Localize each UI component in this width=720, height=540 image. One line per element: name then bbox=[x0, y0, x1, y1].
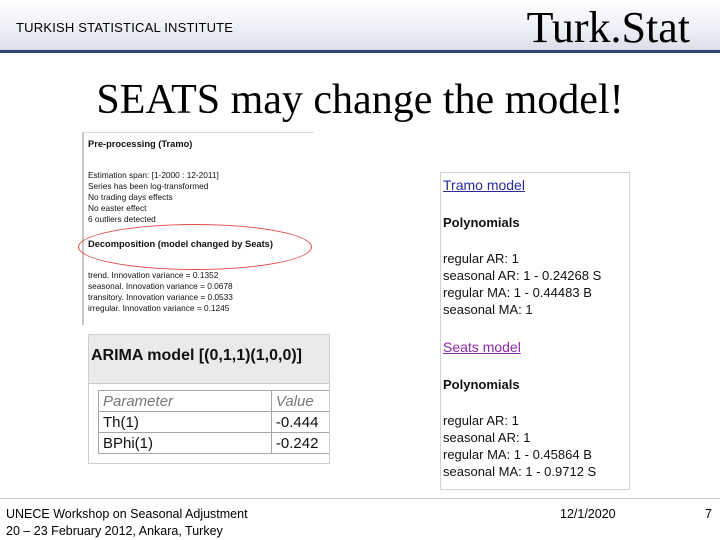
page-number: 7 bbox=[705, 507, 712, 521]
estimation-span-line: Estimation span: [1-2000 : 12-2011] bbox=[88, 170, 219, 180]
table-row bbox=[99, 433, 331, 454]
tramo-seasonal-ma: seasonal MA: 1 bbox=[443, 302, 533, 317]
seasonal-variance-line: seasonal. Innovation variance = 0.0678 bbox=[88, 281, 233, 291]
footer-date: 12/1/2020 bbox=[560, 507, 616, 521]
seats-seasonal-ar: seasonal AR: 1 bbox=[443, 430, 531, 445]
log-transform-line: Series has been log-transformed bbox=[88, 181, 209, 191]
tramo-model-link[interactable]: Tramo model bbox=[443, 177, 525, 193]
parameter-value-cell: -0.444 bbox=[271, 412, 330, 433]
slide-title: SEATS may change the model! bbox=[96, 77, 624, 123]
preprocessing-heading: Pre-processing (Tramo) bbox=[88, 139, 193, 149]
parameter-name-cell: Th(1) bbox=[99, 412, 272, 433]
footer-date-location-line: 20 – 23 February 2012, Ankara, Turkey bbox=[6, 524, 223, 538]
parameter-name-cell: BPhi(1) bbox=[99, 433, 272, 454]
footer-event-line: UNECE Workshop on Seasonal Adjustment bbox=[6, 507, 248, 521]
parameter-table bbox=[98, 390, 330, 454]
arima-panel bbox=[88, 334, 330, 464]
models-panel bbox=[440, 172, 630, 490]
trend-variance-line: trend. Innovation variance = 0.1352 bbox=[88, 270, 219, 280]
column-header-parameter: Parameter bbox=[99, 391, 272, 412]
organization-name: TURKISH STATISTICAL INSTITUTE bbox=[16, 20, 234, 35]
transitory-variance-line: transitory. Innovation variance = 0.0533 bbox=[88, 292, 233, 302]
tramo-polynomials-heading: Polynomials bbox=[443, 215, 520, 230]
seats-regular-ar: regular AR: 1 bbox=[443, 413, 519, 428]
seats-model-link[interactable]: Seats model bbox=[443, 339, 521, 355]
trading-days-line: No trading days effects bbox=[88, 192, 173, 202]
seats-seasonal-ma: seasonal MA: 1 - 0.9712 S bbox=[443, 464, 597, 479]
seats-regular-ma: regular MA: 1 - 0.45864 B bbox=[443, 447, 592, 462]
arima-model-title: ARIMA model [(0,1,1)(1,0,0)] bbox=[91, 347, 302, 364]
tramo-seasonal-ar: seasonal AR: 1 - 0.24268 S bbox=[443, 268, 602, 283]
table-row bbox=[99, 412, 331, 433]
decomposition-heading: Decomposition (model changed by Seats) bbox=[88, 239, 273, 249]
parameter-value-cell: -0.242 bbox=[271, 433, 330, 454]
irregular-variance-line: irregular. Innovation variance = 0.1245 bbox=[88, 303, 230, 313]
outliers-line: 6 outliers detected bbox=[88, 214, 156, 224]
seats-polynomials-heading: Polynomials bbox=[443, 377, 520, 392]
tramo-regular-ar: regular AR: 1 bbox=[443, 251, 519, 266]
highlight-ellipse bbox=[78, 224, 312, 270]
brand-logo-text: Turk.Stat bbox=[526, 3, 690, 52]
tramo-regular-ma: regular MA: 1 - 0.44483 B bbox=[443, 285, 592, 300]
easter-effect-line: No easter effect bbox=[88, 203, 147, 213]
column-header-value: Value bbox=[271, 391, 330, 412]
footer-divider bbox=[0, 498, 720, 499]
table-header-row bbox=[99, 391, 331, 412]
